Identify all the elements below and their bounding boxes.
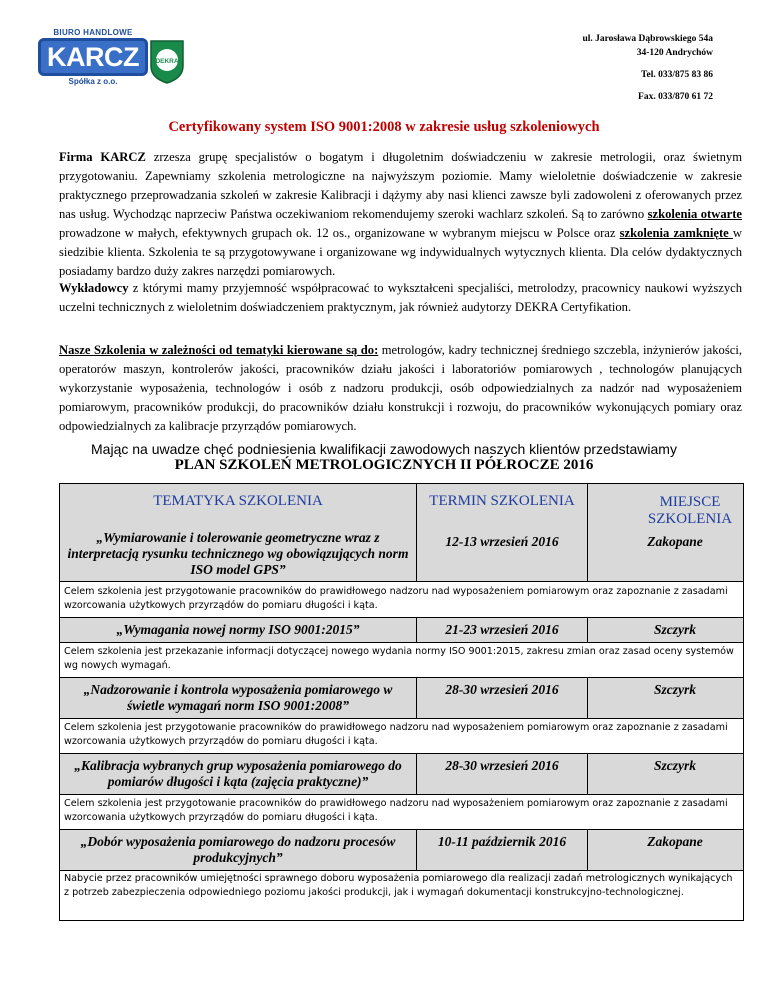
p1-text1: zrzesza grupę specjalistów o bogatym i długoletnim doświadczeniu w zakresie metrologii, oraz świetnym przygotowaniu. Zapewniamy szkolenia metrologiczne na najwyższym poziomie. Mamy wieloletnie doświadczenie w zakresie praktycznego przeprowadzania szkoleń w zakresie Kalibracji i dążymy aby nasi klienci zawsze byli zadowoleni z oferowanych przez nas usług. Wychodząc naprzeciw Państwa oczekiwaniom rekomendujemy szeroki wachlarz szkoleń. Są to zarówno [59,150,743,221]
row-topic: „Wymagania nowej normy ISO 9001:2015” [116,622,360,637]
p2-text: z którymi mamy przyjemność współpracować to wykształceni specjaliści, metrolodzy, pracownicy naukowi wyższych uczelni technicznych z wieloletnim doświadczeniem praktycznym, jak również audytorzy DEKRA Certyfikation. [59,281,742,314]
company-logo [38,28,148,92]
row-description: Celem szkolenia jest przygotowanie pracowników do prawidłowego nadzoru nad wyposażeniem pomiarowym oraz zapoznanie z zasadami wzorcowania użytkowych przyrządów do pomiaru długości i kąta. [64,586,728,611]
row-place: Szczyrk [653,622,696,637]
page-title: Certyfikowany system ISO 9001:2008 w zakresie usług szkoleniowych [168,119,600,135]
row-topic: „Kalibracja wybranych grup wyposażenia pomiarowego do pomiarów długości i kąta (zajęcia praktyczne)” [74,758,402,789]
p1-strong: Firma KARCZ [59,150,146,164]
p3-text: metrologów, kadry technicznej średniego szczebla, inżynierów jakości, operatorów maszyn, kontrolerów jakości, pracowników działu jakości i laboratoriów pomiarowych , technologów planujących wykorzystanie wyposażenia, technologów i osób z nadzoru produkcji, osób odpowiedzialnych za nadzór nad wyposażeniem pomiarowym, pracowników produkcji, do pracowników działu konstrukcji i rozwoju, do pracowników wykonujących pomiary oraz odpowiedzialnych za kalibracje przyrządów pomiarowych. [59,343,742,433]
logo-name: KARCZ [38,38,148,76]
row-place: Szczyrk [653,682,696,697]
row-description: Celem szkolenia jest przygotowanie pracowników do prawidłowego nadzoru nad wyposażeniem pomiarowym oraz zapoznanie z zasadami wzorcowania użytkowych przyrządów do pomiaru długości i kąta. [64,722,728,747]
intro-paragraph [59,148,742,281]
plan-title: PLAN SZKOLEŃ METROLOGICZNYCH II PÓŁROCZE 2016 [174,457,594,473]
row-description: Celem szkolenia jest przekazanie informacji dotyczącej nowego wydania normy ISO 9001:2015, zakresu zmian oraz zasad oceny systemów wg nowych wymagań. [64,646,734,671]
table-row [60,678,743,718]
row-date: 12-13 wrzesień 2016 [445,534,559,549]
row-place: Szczyrk [653,758,696,773]
p1-text2: prowadzone w małych, efektywnych grupach ok. 12 os., organizowane w wybranym miejscu w Polsce oraz [59,226,620,240]
link-closed-trainings: szkolenia zamknięte [619,226,733,240]
header-place: MIEJSCE SZKOLENIA [647,494,733,527]
table-header [60,484,743,527]
company-address [582,35,713,107]
row-date: 10-11 październik 2016 [437,834,567,849]
row-place: Zakopane [647,834,703,849]
p3-strong: Nasze Szkolenia w zależności od tematyki kierowane są do: [59,343,379,357]
row-date: 28-30 wrzesień 2016 [445,682,559,697]
row-topic: „Dobór wyposażenia pomiarowego do nadzoru procesów produkcyjnych” [80,834,396,865]
row-date: 21-23 wrzesień 2016 [445,622,559,637]
lecturers-paragraph [59,279,742,317]
header-topic: TEMATYKA SZKOLENIA [153,493,323,509]
row-description: Celem szkolenia jest przygotowanie pracowników do prawidłowego nadzoru nad wyposażeniem pomiarowym oraz zapoznanie z zasadami wzorcowania użytkowych przyrządów do pomiaru długości i kąta. [64,798,728,823]
logo-sub-text: Spółka z o.o. [68,77,118,86]
svg-text:DEKRA: DEKRA [155,58,179,65]
row-description: Nabycie przez pracowników umiejętności sprawnego doboru wyposażenia pomiarowego dla realizacji zadań metrologicznych wynikających z potrzeb zabezpieczenia odpowiedniego poziomu jakości produkcji, jak i wymagań dokumentacji konstrukcyjno-technologicznej. [64,873,733,898]
link-open-trainings: szkolenia otwarte [647,207,742,221]
address-tel: Tel. 033/875 83 86 [641,70,713,80]
dekra-seal-icon [148,38,186,84]
plan-intro: Mając na uwadze chęć podniesienia kwalifikacji zawodowych naszych klientów przedstawiamy [91,441,677,457]
table-row [60,830,743,870]
table-row [60,618,743,642]
address-street: ul. Jarosława Dąbrowskiego 54a [582,34,713,44]
training-table [59,483,744,921]
logo-top-text: BIURO HANDLOWE [53,28,133,37]
header-date: TERMIN SZKOLENIA [429,493,575,509]
row-topic: „Wymiarowanie i tolerowanie geometryczne wraz z interpretacją rysunku technicznego wg obowiązujących norm ISO model GPS” [67,530,409,577]
audience-paragraph [59,341,742,436]
table-row [60,754,743,794]
row-date: 28-30 wrzesień 2016 [445,758,559,773]
address-city: 34-120 Andrychów [636,48,713,58]
address-fax: Fax. 033/870 61 72 [638,92,713,102]
row-place: Zakopane [647,534,703,549]
p2-strong: Wykładowcy [59,281,129,295]
p1-text3: w siedzibie klienta. Szkolenia te są przygotowywane i organizowane wg indywidualnych wytycznych klienta. Dla celów dydaktycznych posiadamy bardzo duży zakres narzędzi pomiarowych. [59,226,742,278]
table-row [60,527,743,581]
row-topic: „Nadzorowanie i kontrola wyposażenia pomiarowego w świetle wymagań norm ISO 9001:2008” [83,682,393,713]
